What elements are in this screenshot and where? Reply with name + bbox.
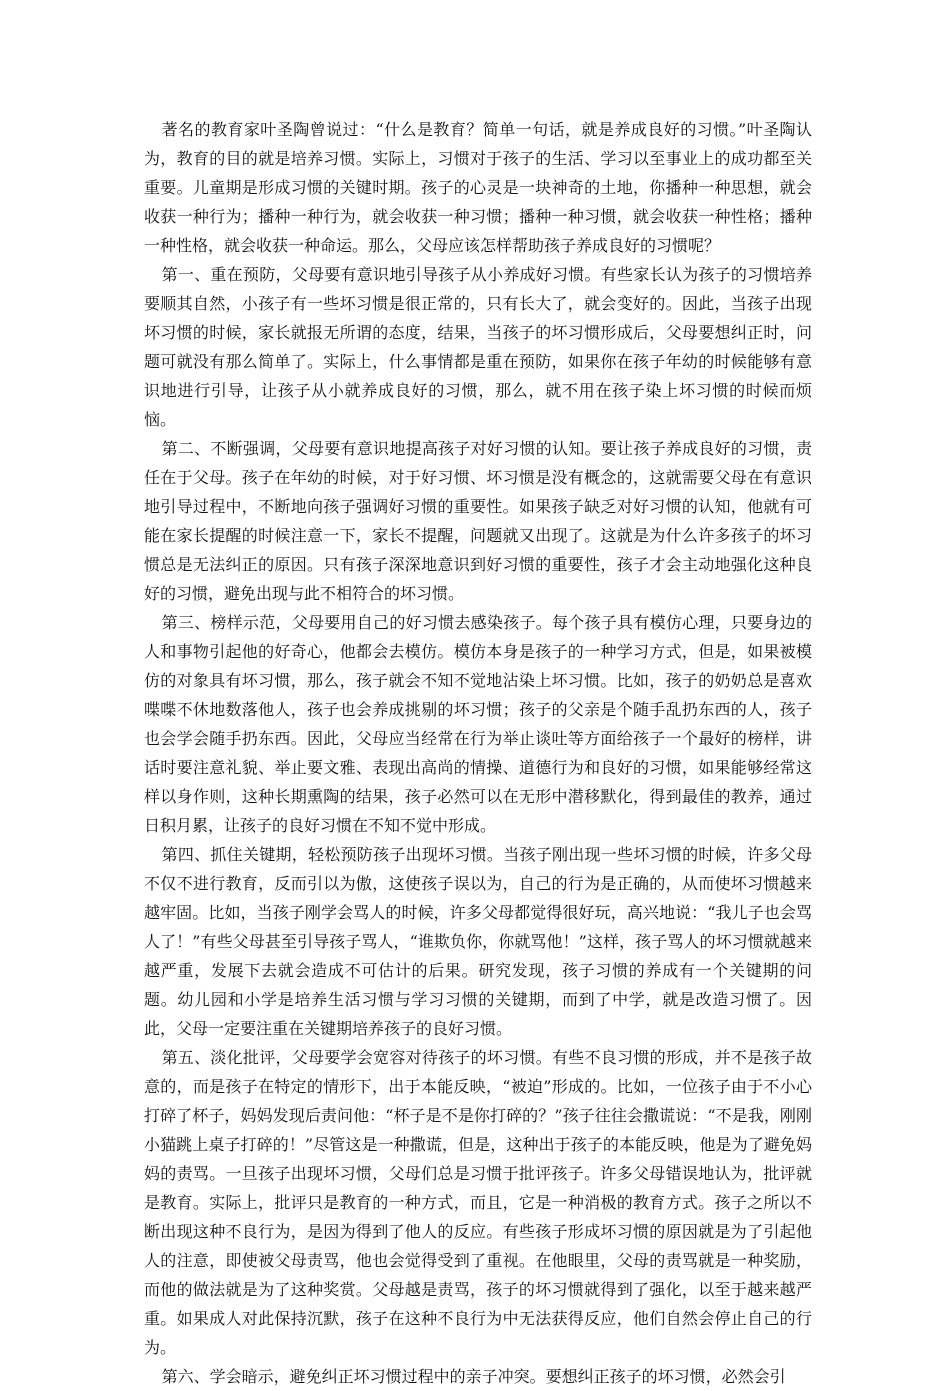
document-page [144,115,812,1391]
paragraph-point-4: 第四、抓住关键期，轻松预防孩子出现坏习惯。当孩子刚出现一些坏习惯的时候，许多父母不仅不进行教育，反而引以为傲，这使孩子误以为，自己的行为是正确的，从而使坏习惯越来越牢固。比如，当孩子刚学会骂人的时候，许多父母都觉得很好玩，高兴地说：“我儿子也会骂人了！”有些父母甚至引导孩子骂人，“谁欺负你，你就骂他！”这样，孩子骂人的坏习惯就越来越严重，发展下去就会造成不可估计的后果。研究发现，孩子习惯的养成有一个关键期的问题。幼儿园和小学是培养生活习惯与学习习惯的关键期，而到了中学，就是改造习惯了。因此，父母一定要注重在关键期培养孩子的良好习惯。 [144,845,812,1038]
paragraph-point-2: 第二、不断强调，父母要有意识地提高孩子对好习惯的认知。要让孩子养成良好的习惯，责任在于父母。孩子在年幼的时候，对于好习惯、坏习惯是没有概念的，这就需要父母在有意识地引导过程中，不断地向孩子强调好习惯的重要性。如果孩子缺乏对好习惯的认知，他就有可能在家长提醒的时候注意一下，家长不提醒，问题就又出现了。这就是为什么许多孩子的坏习惯总是无法纠正的原因。只有孩子深深地意识到好习惯的重要性，孩子才会主动地强化这种良好的习惯，避免出现与此不相符合的坏习惯。 [144,439,812,603]
paragraph-point-3: 第三、榜样示范，父母要用自己的好习惯去感染孩子。每个孩子具有模仿心理，只要身边的人和事物引起他的好奇心，他都会去模仿。模仿本身是孩子的一种学习方式，但是，如果被模仿的对象具有坏习惯，那么，孩子就会不知不觉地沾染上坏习惯。比如，孩子的奶奶总是喜欢喋喋不休地数落他人，孩子也会养成挑剔的坏习惯；孩子的父亲是个随手乱扔东西的人，孩子也会学会随手扔东西。因此，父母应当经常在行为举止谈吐等方面给孩子一个最好的榜样，讲话时要注意礼貌、举止要文雅、表现出高尚的情操、道德行为和良好的习惯，如果能够经常这样以身作则，这种长期熏陶的结果，孩子必然可以在无形中潜移默化，得到最佳的教养，通过日积月累，让孩子的良好习惯在不知不觉中形成。 [144,613,812,835]
paragraph-intro: 著名的教育家叶圣陶曾说过：“什么是教育？简单一句话，就是养成良好的习惯。”叶圣陶认为，教育的目的就是培养习惯。实际上，习惯对于孩子的生活、学习以至事业上的成功都至关重要。儿童期是形成习惯的关键时期。孩子的心灵是一块神奇的土地，你播种一种思想，就会收获一种行为；播种一种行为，就会收获一种习惯；播种一种习惯，就会收获一种性格；播种一种性格，就会收获一种命运。那么，父母应该怎样帮助孩子养成良好的习惯呢？ [144,120,812,255]
paragraph-point-1: 第一、重在预防，父母要有意识地引导孩子从小养成好习惯。有些家长认为孩子的习惯培养要顺其自然，小孩子有一些坏习惯是很正常的，只有长大了，就会变好的。因此，当孩子出现坏习惯的时候，家长就报无所谓的态度，结果，当孩子的坏习惯形成后，父母要想纠正时，问题可就没有那么简单了。实际上，什么事情都是重在预防，如果你在孩子年幼的时候能够有意识地进行引导，让孩子从小就养成良好的习惯，那么，就不用在孩子染上坏习惯的时候而烦恼。 [144,265,812,429]
paragraph-point-6: 第六、学会暗示，避免纠正坏习惯过程中的亲子冲突。要想纠正孩子的坏习惯，必然会引 [161,1367,786,1386]
paragraph-point-5: 第五、淡化批评，父母要学会宽容对待孩子的坏习惯。有些不良习惯的形成，并不是孩子故意的，而是孩子在特定的情形下，出于本能反映，“被迫”形成的。比如，一位孩子由于不小心打碎了杯子，妈妈发现后责问他：“杯子是不是你打碎的？”孩子往往会撒谎说：“不是我，刚刚小猫跳上桌子打碎的！”尽管这是一种撒谎，但是，这种出于孩子的本能反映，他是为了避免妈妈的责骂。一旦孩子出现坏习惯，父母们总是习惯于批评孩子。许多父母错误地认为，批评就是教育。实际上，批评只是教育的一种方式，而且，它是一种消极的教育方式。孩子之所以不断出现这种不良行为，是因为得到了他人的反应。有些孩子形成坏习惯的原因就是为了引起他人的注意，即使被父母责骂，他也会觉得受到了重视。在他眼里，父母的责骂就是一种奖励，而他的做法就是为了这种奖赏。父母越是责骂，孩子的坏习惯就得到了强化，以至于越来越严重。如果成人对此保持沉默，孩子在这种不良行为中无法获得反应，他们自然会停止自己的行为。 [144,1048,812,1357]
